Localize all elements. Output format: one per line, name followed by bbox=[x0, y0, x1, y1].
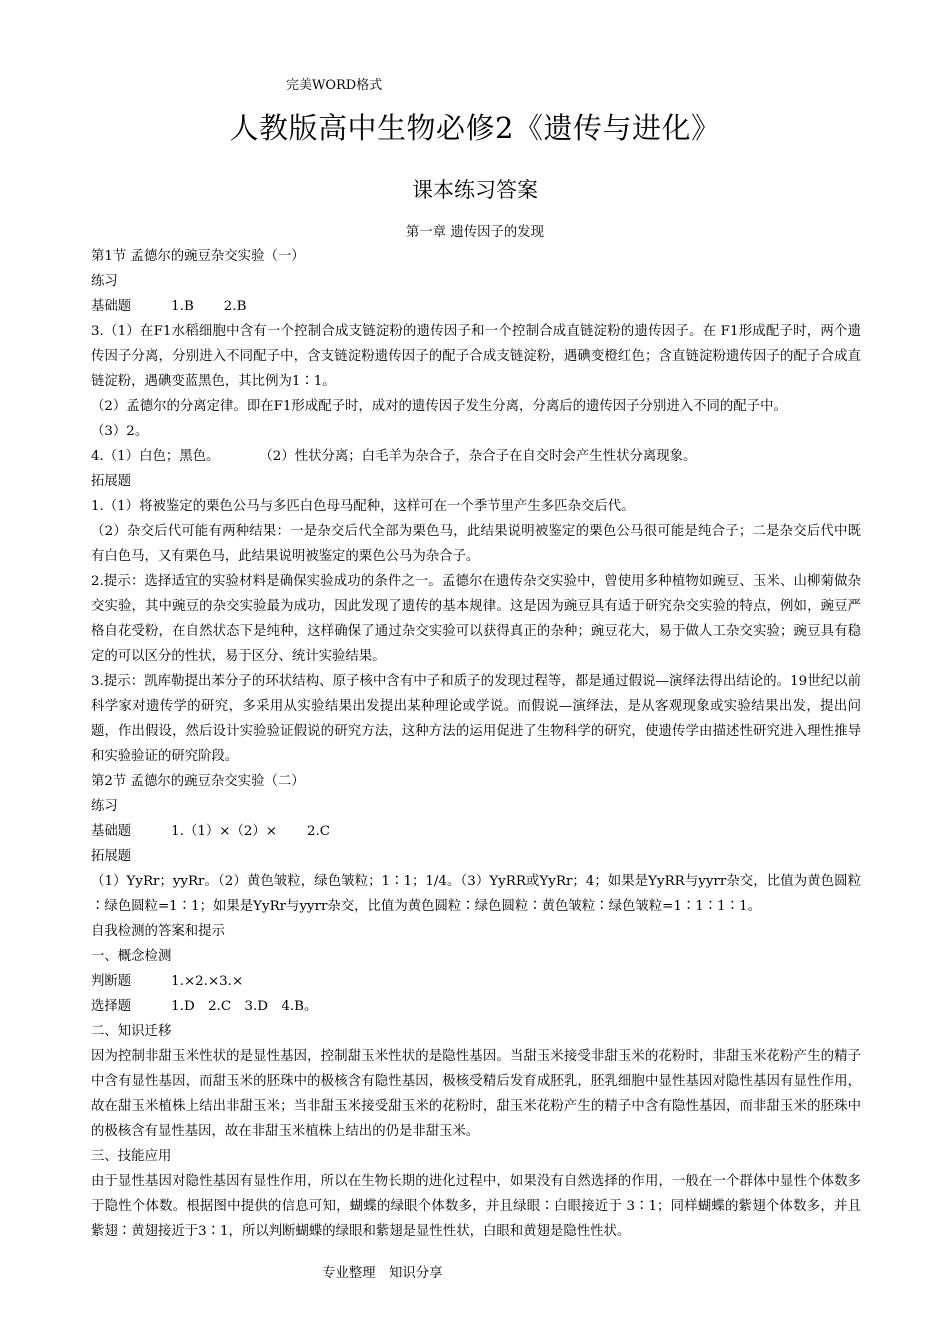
section2-extension-text: （1）YyRr；yyRr。（2）黄色皱粒，绿色皱粒；1∶1；1/4。（3）YyRR或YyRr；4；如果是YyRR与yyrr杂交，比值为黄色圆粒∶绿色圆粒=1∶1；如果是YyRr与yyrr杂交，比值为黄色圆粒∶绿色圆粒∶黄色皱粒∶绿色皱粒=1∶1∶1∶1。 bbox=[91, 874, 861, 914]
transfer-heading: 二、知识迁移 bbox=[91, 1024, 172, 1039]
basic-answer-2: 2.C bbox=[307, 824, 331, 839]
choice-label: 选择题 bbox=[91, 999, 132, 1014]
document-title: 人教版高中生物必修2《遗传与进化》 bbox=[229, 111, 721, 145]
q3-part1: 3.（1）在F1水稻细胞中含有一个控制合成支链淀粉的遗传因子和一个控制合成直链淀粉的遗传因子。在 F1形成配子时，两个遗传因子分离，分别进入不同配子中，含支链淀粉遗传因子的配子合成支链淀粉，遇碘变橙红色；含直链淀粉遗传因子的配子合成直链淀粉，遇碘变蓝黑色，其比例为1∶1。 bbox=[91, 324, 861, 389]
q4-answer-b: （2）性状分离；白毛羊为杂合子，杂合子在自交时会产生性状分离现象。 bbox=[259, 449, 697, 464]
basic-answer-1: 1.（1）×（2）× bbox=[171, 824, 277, 839]
judge-answers: 1.×2.×3.× bbox=[171, 974, 244, 989]
ext2: 2.提示：选择适宜的实验材料是确保实验成功的条件之一。孟德尔在遗传杂交实验中，曾使用多种植物如豌豆、玉米、山柳菊做杂交实验，其中豌豆的杂交实验最为成功，因此发现了遗传的基本规律。这是因为豌豆具有适于研究杂交实验的特点，例如，豌豆严格自花受粉，在自然状态下是纯种，这样确保了通过杂交实验可以获得真正的杂种；豌豆花大，易于做人工杂交实验；豌豆具有稳定的可以区分的性状，易于区分、统计实验结果。 bbox=[91, 574, 861, 664]
footer-note: 专业整理 知识分享 bbox=[322, 1266, 443, 1281]
basic-label: 基础题 bbox=[91, 824, 132, 839]
basic-answer-1: 1.B bbox=[171, 299, 194, 314]
transfer-text: 因为控制非甜玉米性状的是显性基因，控制甜玉米性状的是隐性基因。当甜玉米接受非甜玉米的花粉时，非甜玉米花粉产生的精子中含有显性基因，而甜玉米的胚珠中的极核含有隐性基因，极核受精后发育成胚乳，胚乳细胞中显性基因对隐性基因有显性作用，故在甜玉米植株上结出非甜玉米；当非甜玉米接受甜玉米的花粉时，甜玉米花粉产生的精子中含有隐性基因，而非甜玉米的胚珠中的极核含有显性基因，故在非甜玉米植株上结出的仍是非甜玉米。 bbox=[91, 1049, 861, 1139]
basic-answer-2: 2.B bbox=[223, 299, 247, 314]
basic-label: 基础题 bbox=[91, 299, 132, 314]
ext1-part2: （2）杂交后代可能有两种结果：一是杂交后代全部为栗色马，此结果说明被鉴定的栗色公马很可能是纯合子；二是杂交后代中既有白色马，又有栗色马，此结果说明被鉴定的栗色公马为杂合子。 bbox=[91, 524, 861, 564]
chapter-heading: 第一章 遗传因子的发现 bbox=[405, 225, 545, 240]
ext1-part1: 1.（1）将被鉴定的栗色公马与多匹白色母马配种，这样可在一个季节里产生多匹杂交后代。 bbox=[91, 499, 635, 514]
section2-practice-label: 练习 bbox=[91, 799, 118, 814]
header-note: 完美WORD格式 bbox=[286, 78, 383, 93]
q3-part2: （2）孟德尔的分离定律。即在F1形成配子时，成对的遗传因子发生分离，分离后的遗传因子分别进入不同的配子中。 bbox=[91, 399, 787, 414]
q4-answer-a: 4.（1）白色；黑色。 bbox=[91, 449, 220, 464]
self-test-heading: 自我检测的答案和提示 bbox=[91, 924, 225, 939]
section1-heading: 第1节 孟德尔的豌豆杂交实验（一） bbox=[91, 249, 305, 264]
q3-part3: （3）2。 bbox=[91, 424, 149, 439]
ext3: 3.提示：凯库勒提出苯分子的环状结构、原子核中含有中子和质子的发现过程等，都是通过假说—演绎法得出结论的。19世纪以前科学家对遗传学的研究，多采用从实验结果出发提出某种理论或学说。而假说—演绎法，是从客观现象或实验结果出发，提出问题，作出假设，然后设计实验验证假说的研究方法，这种方法的运用促进了生物科学的研究，使遗传学由描述性研究进入理性推导和实验验证的研究阶段。 bbox=[91, 674, 861, 764]
section2-extension-label: 拓展题 bbox=[91, 849, 132, 864]
section1-extension-label: 拓展题 bbox=[91, 474, 132, 489]
content-body bbox=[91, 244, 861, 1244]
section2-heading: 第2节 孟德尔的豌豆杂交实验（二） bbox=[91, 774, 305, 789]
choice-answers: 1.D 2.C 3.D 4.B。 bbox=[171, 999, 318, 1014]
document-subtitle: 课本练习答案 bbox=[412, 178, 538, 202]
q4-row bbox=[91, 444, 861, 469]
section1-practice-label: 练习 bbox=[91, 274, 118, 289]
choice-row bbox=[91, 994, 861, 1019]
section2-basic-row bbox=[91, 819, 861, 844]
section1-basic-row bbox=[91, 294, 861, 319]
judge-label: 判断题 bbox=[91, 974, 132, 989]
judge-row bbox=[91, 969, 861, 994]
concept-heading: 一、概念检测 bbox=[91, 949, 172, 964]
skill-text: 由于显性基因对隐性基因有显性作用，所以在生物长期的进化过程中，如果没有自然选择的作用，一般在一个群体中显性个体数多于隐性个体数。根据图中提供的信息可知，蝴蝶的绿眼个体数多，并且绿眼∶白眼接近于 3∶1；同样蝴蝶的紫翅个体数多，并且紫翅∶黄翅接近于3∶1，所以判断蝴蝶的绿眼和紫翅是显性性状，白眼和黄翅是隐性性状。 bbox=[91, 1174, 861, 1239]
skill-heading: 三、技能应用 bbox=[91, 1149, 172, 1164]
